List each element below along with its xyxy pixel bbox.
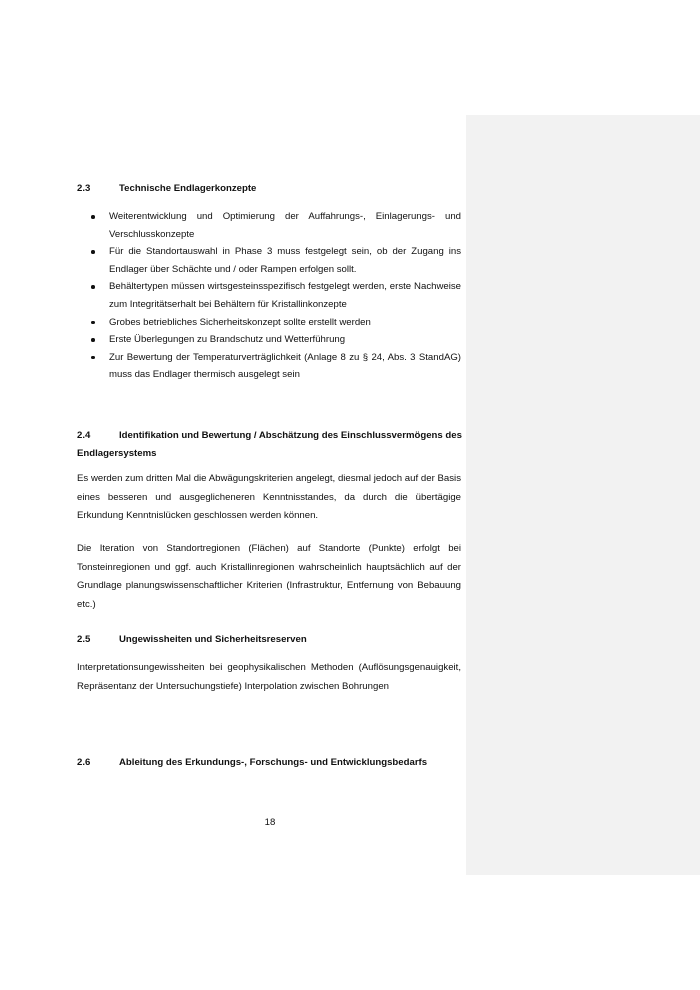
section-heading-2-4: [77, 427, 467, 462]
list-item-text: Grobes betriebliches Sicherheitskonzept sollte erstellt werden: [109, 316, 371, 328]
list-item-text: Erste Überlegungen zu Brandschutz und Wetterführung: [109, 334, 346, 346]
section-title: Technische Endlagerkonzepte: [119, 183, 257, 194]
paragraph-iteration: Die Iteration von Standortregionen (Flächen) auf Standorte (Punkte) erfolgt bei Tonsteinregionen und ggf. auch Kristallinregionen wahrscheinlich hauptsächlich auf der Grundlage planungswissenschaftlicher Kriterien (Infrastruktur, Entfernung von Bebauung etc.): [77, 543, 461, 610]
section-number: 2.4: [77, 430, 91, 441]
section-heading-2-5: [77, 631, 467, 649]
bullet-icon: [91, 321, 95, 325]
section-number: 2.6: [77, 757, 91, 768]
comment-pane: [466, 115, 700, 875]
section-title: Ableitung des Erkundungs-, Forschungs- und Entwicklungsbedarfs: [119, 757, 428, 768]
bullet-icon: [91, 215, 95, 219]
list-item: [77, 278, 461, 313]
list-item-text: Behältertypen müssen wirtsgesteinsspezifisch festgelegt werden, erste Nachweise zum Integritätserhalt bei Behältern für Kristallinkonzepte: [109, 281, 461, 310]
bullet-icon: [91, 285, 95, 289]
list-item: [77, 208, 461, 243]
list-item: [77, 331, 461, 349]
list-item-text: Für die Standortauswahl in Phase 3 muss festgelegt sein, ob der Zugang ins Endlager über Schächte und / oder Rampen erfolgen sollt.: [109, 246, 461, 275]
bullet-icon: [91, 338, 95, 342]
section-heading-2-6: [77, 754, 467, 772]
bullet-icon: [91, 250, 95, 254]
section-title: Identifikation und Bewertung / Abschätzung des Einschlussvermögens des Endlagersystems: [77, 430, 462, 459]
section-number: 2.3: [77, 183, 91, 194]
section-title: Ungewissheiten und Sicherheitsreserven: [119, 634, 307, 645]
page-number: 18: [264, 817, 276, 828]
bullet-icon: [91, 356, 95, 360]
list-item-text: Weiterentwicklung und Optimierung der Auffahrungs-, Einlagerungs- und Verschlusskonzepte: [109, 211, 461, 240]
list-item-text: Zur Bewertung der Temperaturverträglichkeit (Anlage 8 zu § 24, Abs. 3 StandAG) muss das Endlager thermisch ausgelegt sein: [109, 351, 461, 381]
list-item: [77, 243, 461, 278]
section-heading-2-3: [77, 180, 467, 198]
list-item: [77, 349, 461, 384]
list-item: [77, 314, 461, 332]
section-number: 2.5: [77, 634, 91, 645]
bullet-list: [77, 208, 461, 384]
paragraph-abwaegung: Es werden zum dritten Mal die Abwägungskriterien angelegt, diesmal jedoch auf der Basis eines besseren und ausgeglicheneren Kenntnisstandes, da durch die übertägige Erkundung Kenntnislücken geschlossen werden können.: [77, 473, 461, 522]
paragraph-ungewissheiten: Interpretationsungewissheiten bei geophysikalischen Methoden (Auflösungsgenauigkeit, Repräsentanz der Untersuchungstiefe) Interpolation zwischen Bohrungen: [77, 662, 461, 692]
